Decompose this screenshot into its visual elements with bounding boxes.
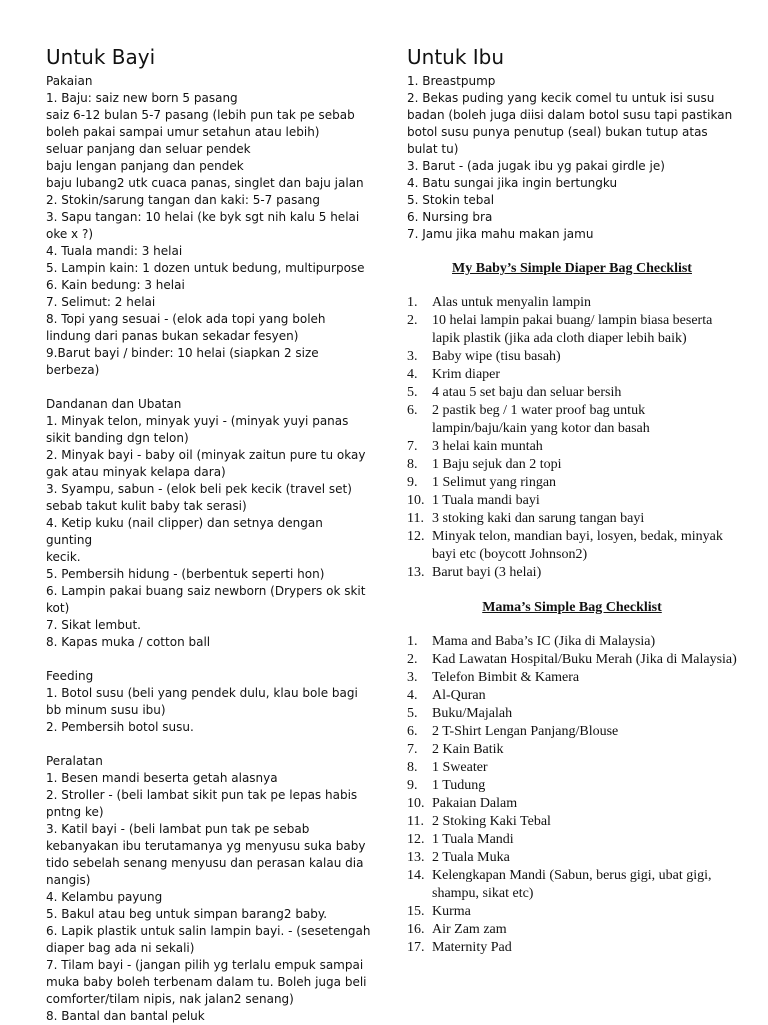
checklist-item (407, 939, 737, 957)
item-number: 7. (407, 742, 418, 757)
text-line: 1. Botol susu (beli yang pendek dulu, klau bole bagi (46, 686, 358, 700)
text-line: Peralatan (46, 754, 103, 768)
text-line: 7. Selimut: 2 helai (46, 295, 156, 309)
checklist-item (407, 456, 737, 474)
item-text: Kad Lawatan Hospital/Buku Merah (Jika di Malaysia) (432, 652, 737, 667)
text-line: 6. Lapik plastik untuk salin lampin bayi. - (sesetengah (46, 924, 371, 938)
text-line: bb minum susu ibu) (46, 703, 166, 717)
checklist-item (407, 831, 737, 849)
text-line: gak atau minyak kelapa dara) (46, 465, 226, 479)
text-line: 1. Baju: saiz new born 5 pasang (46, 91, 238, 105)
text-line: 9.Barut bayi / binder: 10 helai (siapkan 2 size (46, 346, 319, 360)
item-text: Baby wipe (tisu basah) (432, 349, 561, 364)
text-line: 2. Minyak bayi - baby oil (minyak zaitun pure tu okay (46, 448, 366, 462)
checklist-item (407, 366, 737, 384)
checklist-item (407, 651, 737, 669)
untuk-ibu-list (407, 73, 737, 243)
checklist-item (407, 921, 737, 939)
item-text: Krim diaper (432, 367, 501, 382)
item-text: 2 pastik beg / 1 water proof bag untuk lampin/baju/kain yang kotor dan basah (432, 403, 650, 436)
checklist-item (407, 777, 737, 795)
item-number: 1. (407, 634, 418, 649)
item-number: 2. (407, 313, 418, 328)
text-line: 7. Sikat lembut. (46, 618, 141, 632)
checklist-item (407, 492, 737, 510)
blank-line (46, 736, 372, 753)
text-line: muka baby boleh terbenam dalam tu. Boleh juga beli (46, 975, 367, 989)
text-line: 5. Lampin kain: 1 dozen untuk bedung, multipurpose (46, 261, 365, 275)
text-line: 7. Jamu jika mahu makan jamu (407, 227, 594, 241)
checklist-item (407, 474, 737, 492)
untuk-ibu-title: Untuk Ibu (407, 45, 505, 69)
item-text: Kelengkapan Mandi (Sabun, berus gigi, ubat gigi, shampu, sikat etc) (432, 868, 712, 901)
mama-bag-checklist (407, 633, 737, 957)
item-number: 10. (407, 796, 425, 811)
item-number: 11. (407, 511, 424, 526)
item-text: Minyak telon, mandian bayi, losyen, bedak, minyak bayi etc (boycott Johnson2) (432, 529, 723, 562)
item-text: Buku/Majalah (432, 706, 513, 721)
text-line: bulat tu) (407, 142, 459, 156)
text-line: 1. Besen mandi beserta getah alasnya (46, 771, 278, 785)
text-line: 1. Minyak telon, minyak yuyi - (minyak yuyi panas (46, 414, 349, 428)
text-line: comforter/tilam nipis, nak jalan2 senang) (46, 992, 294, 1006)
item-text: 1 Tuala mandi bayi (432, 493, 540, 508)
item-text: 2 Stoking Kaki Tebal (432, 814, 551, 829)
checklist-item (407, 312, 737, 348)
item-text: 4 atau 5 set baju dan seluar bersih (432, 385, 622, 400)
mama-bag-checklist-heading: Mama’s Simple Bag Checklist (482, 600, 662, 615)
item-text: Telefon Bimbit & Kamera (432, 670, 580, 685)
text-line: kebanyakan ibu terutamanya yg menyusu suka baby (46, 839, 366, 853)
text-line: 8. Bantal dan bantal peluk (46, 1009, 205, 1023)
item-number: 14. (407, 868, 425, 883)
checklist-item (407, 795, 737, 813)
checklist-item (407, 528, 737, 564)
text-line: 8. Kapas muka / cotton ball (46, 635, 211, 649)
checklist-item (407, 510, 737, 528)
item-number: 8. (407, 760, 418, 775)
item-number: 12. (407, 529, 425, 544)
item-number: 7. (407, 439, 418, 454)
item-text: 3 stoking kaki dan sarung tangan bayi (432, 511, 645, 526)
checklist-item (407, 741, 737, 759)
text-line: Pakaian (46, 74, 93, 88)
checklist-item (407, 438, 737, 456)
diaper-bag-checklist-heading: My Baby’s Simple Diaper Bag Checklist (452, 261, 692, 276)
checklist-item (407, 687, 737, 705)
item-text: Barut bayi (3 helai) (432, 565, 542, 580)
checklist-item (407, 402, 737, 438)
item-text: 1 Selimut yang ringan (432, 475, 557, 490)
text-line: 5. Stokin tebal (407, 193, 495, 207)
item-number: 5. (407, 706, 418, 721)
text-line: oke x ?) (46, 227, 94, 241)
item-text: 1 Sweater (432, 760, 488, 775)
text-line: 6. Kain bedung: 3 helai (46, 278, 185, 292)
item-text: Mama and Baba’s IC (Jika di Malaysia) (432, 634, 656, 649)
item-text: 1 Tuala Mandi (432, 832, 514, 847)
item-text: Maternity Pad (432, 940, 512, 955)
text-line: 2. Stokin/sarung tangan dan kaki: 5-7 pasang (46, 193, 320, 207)
item-number: 3. (407, 670, 418, 685)
text-line: 6. Nursing bra (407, 210, 493, 224)
item-text: Kurma (432, 904, 471, 919)
item-text: 2 Kain Batik (432, 742, 504, 757)
text-line: 1. Breastpump (407, 74, 496, 88)
item-text: 2 Tuala Muka (432, 850, 510, 865)
text-line: 4. Batu sungai jika ingin bertungku (407, 176, 618, 190)
checklist-item (407, 849, 737, 867)
item-number: 2. (407, 652, 418, 667)
text-line: Feeding (46, 669, 94, 683)
item-number: 6. (407, 724, 418, 739)
text-line: boleh pakai sampai umur setahun atau lebih) (46, 125, 320, 139)
text-line: tido sebelah senang menyusu dan perasan kalau dia (46, 856, 364, 870)
item-text: 3 helai kain muntah (432, 439, 543, 454)
item-number: 11. (407, 814, 424, 829)
text-line: 4. Tuala mandi: 3 helai (46, 244, 183, 258)
text-line: 2. Stroller - (beli lambat sikit pun tak pe lepas habis (46, 788, 358, 802)
text-line: sebab takut kulit baby tak serasi) (46, 499, 247, 513)
text-line: 3. Barut - (ada jugak ibu yg pakai girdle je) (407, 159, 665, 173)
text-line: baju lubang2 utk cuaca panas, singlet dan baju jalan (46, 176, 364, 190)
item-number: 4. (407, 367, 418, 382)
untuk-bayi-list (46, 73, 372, 1025)
item-number: 13. (407, 565, 425, 580)
checklist-item (407, 705, 737, 723)
item-number: 12. (407, 832, 425, 847)
checklist-item (407, 294, 737, 312)
blank-line (46, 379, 372, 396)
checklist-item (407, 384, 737, 402)
text-line: nangis) (46, 873, 91, 887)
text-line: 5. Pembersih hidung - (berbentuk seperti hon) (46, 567, 325, 581)
item-text: Al-Quran (432, 688, 486, 703)
text-line: 3. Sapu tangan: 10 helai (ke byk sgt nih kalu 5 helai (46, 210, 360, 224)
text-line: diaper bag ada ni sekali) (46, 941, 195, 955)
text-line: 2. Bekas puding yang kecik comel tu untuk isi susu (407, 91, 715, 105)
item-number: 3. (407, 349, 418, 364)
item-text: 1 Baju sejuk dan 2 topi (432, 457, 562, 472)
checklist-item (407, 903, 737, 921)
untuk-bayi-title: Untuk Bayi (46, 45, 156, 69)
checklist-item (407, 633, 737, 651)
text-line: baju lengan panjang dan pendek (46, 159, 244, 173)
item-text: 1 Tudung (432, 778, 486, 793)
text-line: 7. Tilam bayi - (jangan pilih yg terlalu empuk sampai (46, 958, 364, 972)
text-line: saiz 6-12 bulan 5-7 pasang (lebih pun tak pe sebab (46, 108, 355, 122)
item-number: 5. (407, 385, 418, 400)
text-line: 4. Kelambu payung (46, 890, 163, 904)
item-text: Air Zam zam (432, 922, 507, 937)
item-number: 17. (407, 940, 425, 955)
item-number: 9. (407, 475, 418, 490)
checklist-item (407, 669, 737, 687)
text-line: 6. Lampin pakai buang saiz newborn (Drypers ok skit (46, 584, 366, 598)
item-number: 9. (407, 778, 418, 793)
diaper-bag-checklist (407, 294, 737, 582)
text-line: 4. Ketip kuku (nail clipper) dan setnya dengan gunting (46, 516, 327, 547)
item-text: 2 T-Shirt Lengan Panjang/Blouse (432, 724, 619, 739)
text-line: botol susu punya penutup (seal) bukan tutup atas (407, 125, 708, 139)
text-line: 3. Katil bayi - (beli lambat pun tak pe sebab (46, 822, 310, 836)
item-text: Alas untuk menyalin lampin (432, 295, 592, 310)
item-number: 1. (407, 295, 418, 310)
text-line: kecik. (46, 550, 81, 564)
item-number: 10. (407, 493, 425, 508)
text-line: seluar panjang dan seluar pendek (46, 142, 251, 156)
text-line: 2. Pembersih botol susu. (46, 720, 194, 734)
text-line: 5. Bakul atau beg untuk simpan barang2 baby. (46, 907, 328, 921)
text-line: 3. Syampu, sabun - (elok beli pek kecik (travel set) (46, 482, 352, 496)
text-line: Dandanan dan Ubatan (46, 397, 182, 411)
item-number: 15. (407, 904, 425, 919)
untuk-bayi-column (46, 44, 372, 1025)
item-number: 13. (407, 850, 425, 865)
checklist-item (407, 723, 737, 741)
item-text: 10 helai lampin pakai buang/ lampin biasa beserta lapik plastik (jika ada cloth diaper lebih baik) (432, 313, 713, 346)
blank-line (46, 651, 372, 668)
item-text: Pakaian Dalam (432, 796, 518, 811)
untuk-ibu-column (407, 44, 737, 957)
text-line: kot) (46, 601, 70, 615)
text-line: berbeza) (46, 363, 100, 377)
item-number: 16. (407, 922, 425, 937)
checklist-item (407, 348, 737, 366)
item-number: 6. (407, 403, 418, 418)
checklist-item (407, 867, 737, 903)
item-number: 8. (407, 457, 418, 472)
checklist-item (407, 759, 737, 777)
text-line: badan (boleh juga diisi dalam botol susu tapi pastikan (407, 108, 733, 122)
text-line: lindung dari panas bukan sekadar fesyen) (46, 329, 299, 343)
checklist-item (407, 813, 737, 831)
text-line: pntng ke) (46, 805, 104, 819)
item-number: 4. (407, 688, 418, 703)
checklist-item (407, 564, 737, 582)
text-line: sikit banding dgn telon) (46, 431, 189, 445)
text-line: 8. Topi yang sesuai - (elok ada topi yang boleh (46, 312, 326, 326)
